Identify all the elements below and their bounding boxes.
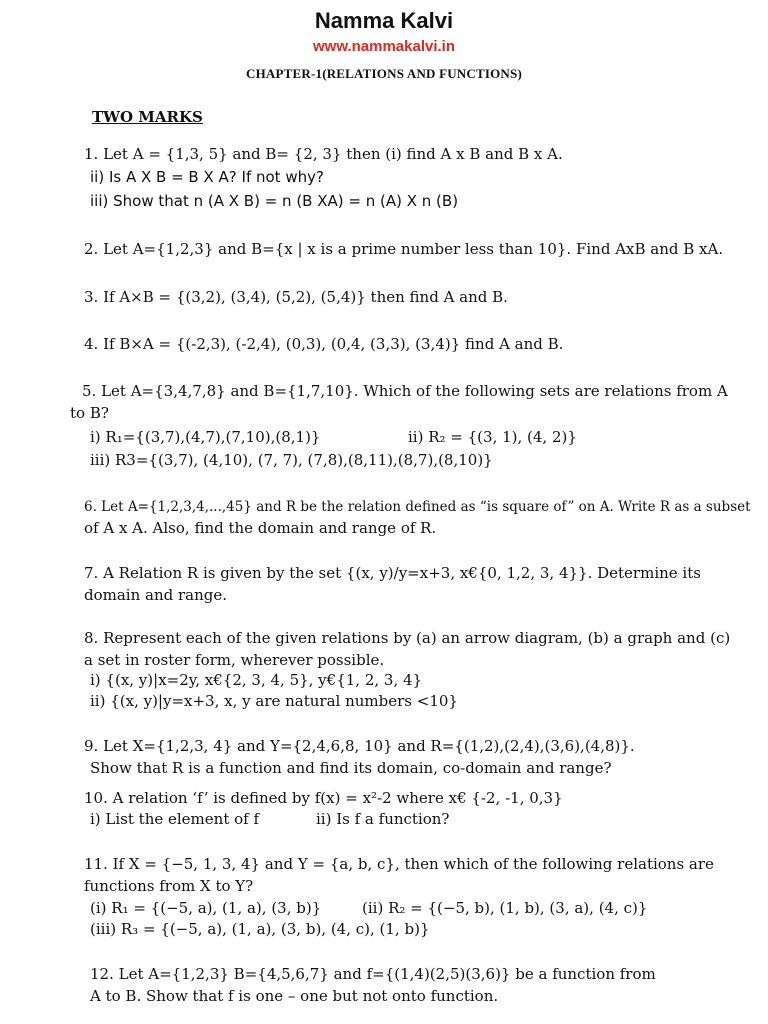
question-5-option-ii: ii) R₂ = {(3, 1), (4, 2)} bbox=[408, 428, 577, 446]
question-2-line-1: 2. Let A={1,2,3} and B={x | x is a prime number less than 10}. Find AxB and B xA. bbox=[84, 240, 724, 258]
question-11-option-ii: (ii) R₂ = {(−5, b), (1, b), (3, a), (4, c)} bbox=[362, 899, 648, 917]
question-7-line-1: 7. A Relation R is given by the set {(x, y)/y=x+3, x€{0, 1,2, 3, 4}}. Determine its bbox=[84, 564, 701, 582]
question-12-line-2: A to B. Show that f is one – one but not onto function. bbox=[90, 987, 499, 1005]
question-11-option-i: (i) R₁ = {(−5, a), (1, a), (3, b)} bbox=[90, 899, 322, 917]
question-5-option-i: i) R₁={(3,7),(4,7),(7,10),(8,1)} bbox=[90, 428, 321, 446]
question-11-line-2: functions from X to Y? bbox=[84, 877, 254, 895]
question-1-line-2: ii) Is A X B = B X A? If not why? bbox=[90, 168, 324, 186]
question-10-option-ii: ii) Is f a function? bbox=[316, 810, 450, 828]
question-5-line-2: to B? bbox=[70, 404, 109, 422]
question-8-line-2: a set in roster form, wherever possible. bbox=[84, 651, 385, 669]
question-11-option-iii: (iii) R₃ = {(−5, a), (1, a), (3, b), (4, c), (1, b)} bbox=[90, 920, 430, 938]
section-heading: TWO MARKS bbox=[92, 108, 203, 126]
site-url-link[interactable]: www.nammakalvi.in bbox=[313, 38, 455, 55]
question-3-line-1: 3. If A×B = {(3,2), (3,4), (5,2), (5,4)} then find A and B. bbox=[84, 288, 508, 306]
question-5-line-1: 5. Let A={3,4,7,8} and B={1,7,10}. Which of the following sets are relations from A bbox=[82, 382, 728, 400]
chapter-heading: CHAPTER-1(RELATIONS AND FUNCTIONS) bbox=[246, 66, 522, 81]
site-title: Namma Kalvi bbox=[314, 8, 454, 33]
question-8-option-ii: ii) {(x, y)|y=x+3, x, y are natural numbers <10} bbox=[90, 692, 458, 710]
question-1-line-1: 1. Let A = {1,3, 5} and B= {2, 3} then (i) find A x B and B x A. bbox=[84, 145, 563, 163]
question-12-line-1: 12. Let A={1,2,3} B={4,5,6,7} and f={(1,4)(2,5)(3,6)} be a function from bbox=[90, 965, 656, 983]
question-1-line-3: iii) Show that n (A X B) = n (B XA) = n (A) X n (B) bbox=[90, 192, 459, 210]
question-5-option-iii: iii) R3={(3,7), (4,10), (7, 7), (7,8),(8,11),(8,7),(8,10)} bbox=[90, 451, 493, 469]
question-6-line-2: of A x A. Also, find the domain and range of R. bbox=[84, 519, 437, 537]
question-6-line-1: 6. Let A={1,2,3,4,...,45} and R be the relation defined as “is square of” on A. Write R as a subset bbox=[84, 499, 751, 515]
question-7-line-2: domain and range. bbox=[84, 586, 228, 604]
question-9-line-1: 9. Let X={1,2,3, 4} and Y={2,4,6,8, 10} and R={(1,2),(2,4),(3,6),(4,8)}. bbox=[84, 737, 635, 755]
question-8-line-1: 8. Represent each of the given relations by (a) an arrow diagram, (b) a graph and (c) bbox=[84, 629, 731, 647]
question-10-option-i: i) List the element of f bbox=[90, 810, 260, 828]
question-11-line-1: 11. If X = {−5, 1, 3, 4} and Y = {a, b, c}, then which of the following relations are bbox=[84, 855, 714, 873]
question-10-line-1: 10. A relation ‘f’ is defined by f(x) = x²-2 where x€ {-2, -1, 0,3} bbox=[84, 789, 563, 807]
question-9-line-2: Show that R is a function and find its domain, co-domain and range? bbox=[90, 759, 612, 777]
question-8-option-i: i) {(x, y)|x=2y, x€{2, 3, 4, 5}, y€{1, 2, 3, 4} bbox=[90, 671, 423, 689]
question-4-line-1: 4. If B×A = {(-2,3), (-2,4), (0,3), (0,4, (3,3), (3,4)} find A and B. bbox=[84, 335, 564, 353]
